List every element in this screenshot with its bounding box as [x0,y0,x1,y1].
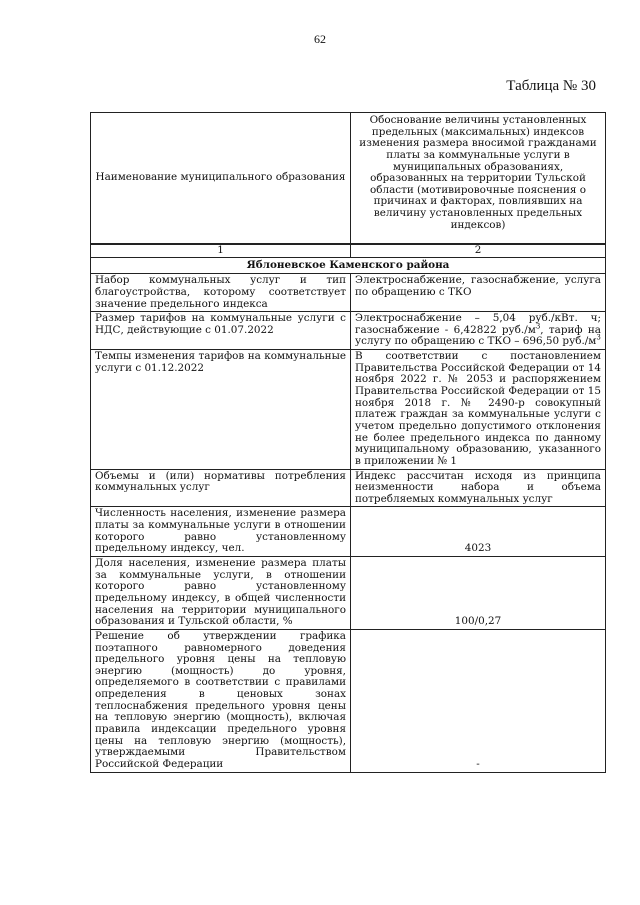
page-number: 62 [314,32,326,46]
table-row [91,274,606,312]
row-value [351,312,606,350]
table-row [91,507,606,557]
table-header-row [91,113,606,245]
header-municipality: Наименование муниципального образования [91,113,351,245]
table-row [91,350,606,469]
row-label: Решение об утверждении графика поэтапного равномерного доведения предельного уровня цены на тепловую энергию (мощность) до уровня, определяемого в соответствии с правилами определения в ценовых зонах теплоснабжения предельного уровня цены на тепловую энергию (мощность), включая правила индексации предельного уровня цены на тепловую энергию (мощность), утверждаемыми Правительством Российской Федерации [91,629,351,772]
row-label: Темпы изменения тарифов на коммунальные услуги с 01.12.2022 [91,350,351,469]
row-label: Объемы и (или) нормативы потребления коммунальных услуг [91,469,351,507]
row-label: Численность населения, изменение размера платы за коммунальные услуги в отношении которого равно установленному предельному индексу, чел. [91,507,351,557]
row-value: 100/0,27 [351,557,606,630]
column-number-row [91,244,606,257]
tariff-text-part2: , тариф на услугу по обращению с ТКО – 696,50 руб./м [355,323,601,348]
tariff-justification-table [90,112,606,773]
tariff-text-part1: Электроснабжение – 5,04 руб./кВт. ч; газоснабжение - 6,42822 руб./м [355,312,601,336]
section-title: Яблоневское Каменского района [91,257,606,274]
row-value: 4023 [351,507,606,557]
row-label: Доля населения, изменение размера платы за коммунальные услуги, в отношении которого равно установленному предельному индексу, в общей численности населения на территории муниципального образования и Тульской области, % [91,557,351,630]
row-value: Электроснабжение, газоснабжение, услуга по обращению с ТКО [351,274,606,312]
row-value: В соответствии с постановлением Правительства Российской Федерации от 14 ноября 2022 г. № 2053 и распоряжением Правительства Российской Федерации от 15 ноября 2018 г. № 2490-р совокупный платеж граждан за коммунальные услуги с учетом предельно допустимого отклонения не более предельного индекса по данному муниципальному образованию, указанного в приложении № 1 [351,350,606,469]
column-number-1: 1 [91,244,351,257]
table-caption: Таблица № 30 [506,78,596,94]
table-row [91,312,606,350]
header-justification: Обоснование величины установленных предельных (максимальных) индексов изменения размера вносимой гражданами платы за коммунальные услуги в муниципальных образованиях, образованных на территории Тульской области (мотивировочные пояснения о причинах и факторах, повлиявших на величину установленных предельных индексов) [351,113,606,245]
row-label: Размер тарифов на коммунальные услуги с НДС, действующие с 01.07.2022 [91,312,351,350]
table-row [91,629,606,772]
tariff-sup1: 3 [535,322,541,331]
table-row [91,557,606,630]
row-value: - [351,629,606,772]
row-value: Индекс рассчитан исходя из принципа неизменности набора и объема потребляемых коммунальных услуг [351,469,606,507]
row-label: Набор коммунальных услуг и тип благоустройства, которому соответствует значение предельного индекса [91,274,351,312]
column-number-2: 2 [351,244,606,257]
section-row [91,257,606,274]
tariff-sup2: 3 [596,334,601,343]
table-row [91,469,606,507]
